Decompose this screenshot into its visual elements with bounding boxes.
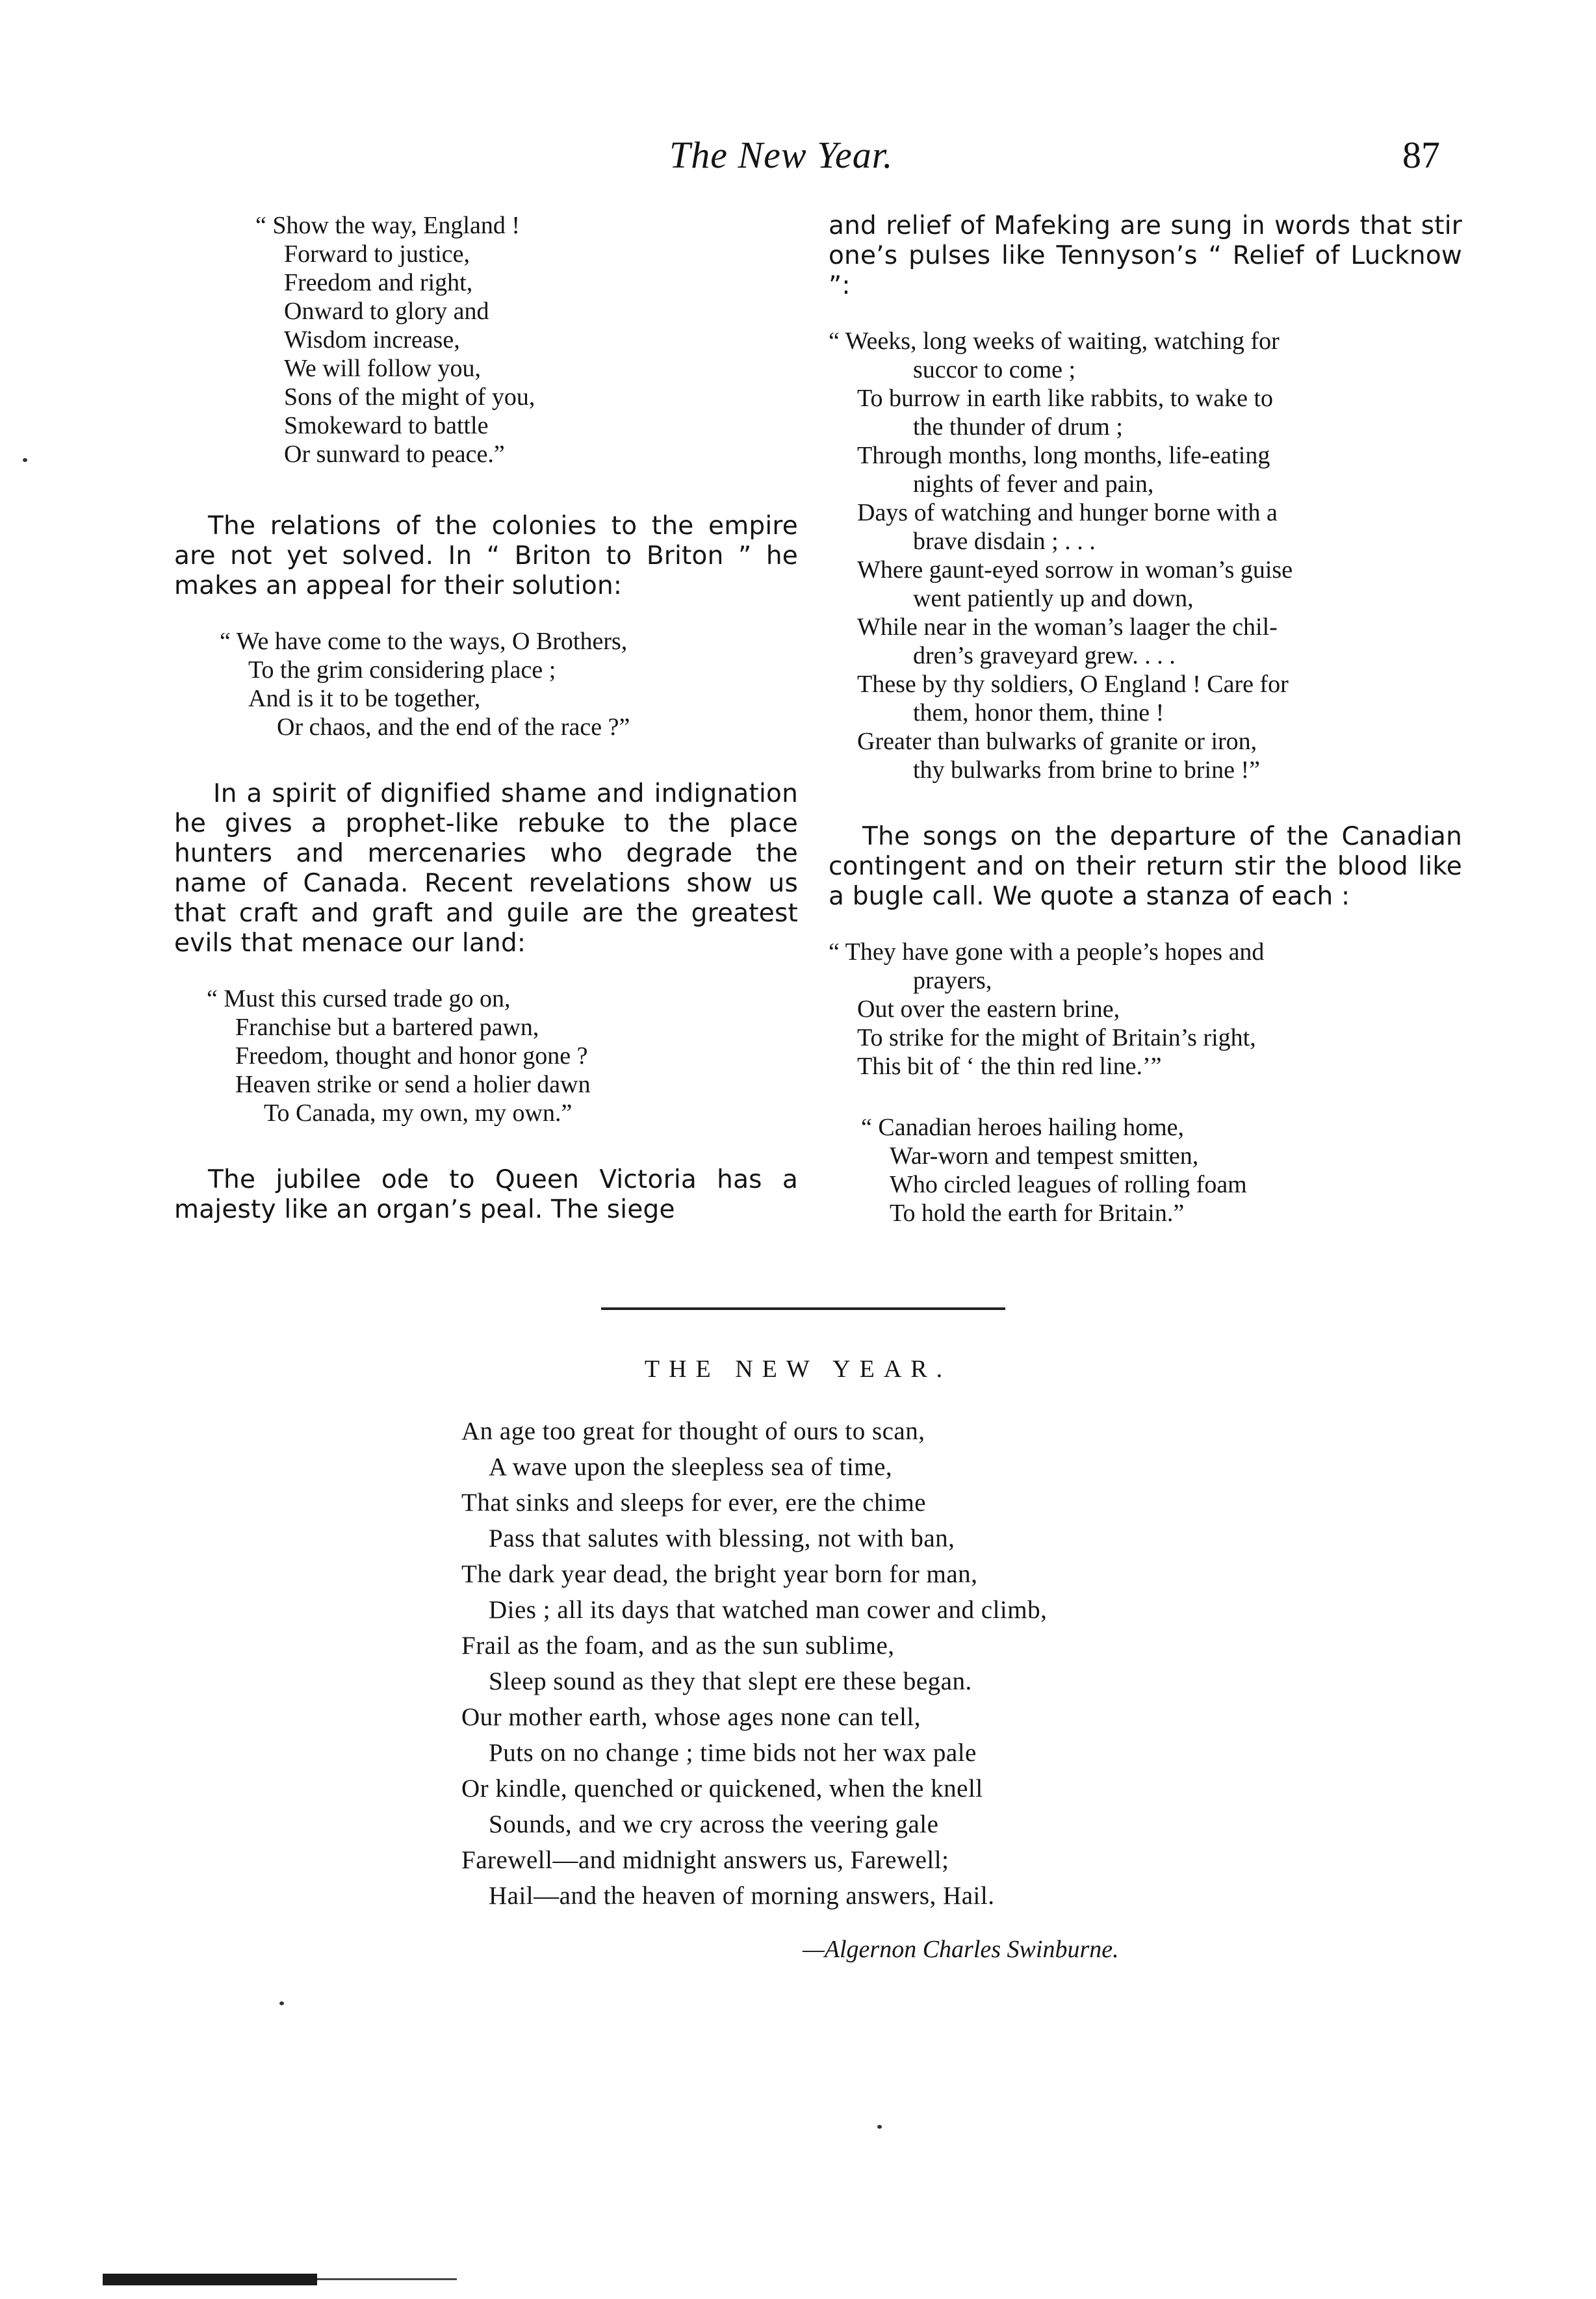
left-column bbox=[174, 211, 798, 1225]
poem-line: Farewell—and midnight answers us, Farewell; bbox=[461, 1846, 949, 1874]
verse-line: To hold the earth for Britain.” bbox=[890, 1200, 1185, 1227]
verse-mafeking bbox=[829, 327, 1462, 784]
poem-line: Frail as the foam, and as the sun sublime, bbox=[461, 1632, 895, 1660]
paragraph-colonies: The relations of the colonies to the empire are not yet solved. In “ Briton to Briton ” he makes an appeal for their solution: bbox=[174, 511, 798, 600]
verse-line: While near in the woman’s laager the chil- bbox=[857, 613, 1278, 641]
poem-line: Sounds, and we cry across the veering gale bbox=[489, 1810, 939, 1838]
page-number: 87 bbox=[1402, 134, 1440, 176]
verse-line: Who circled leagues of rolling foam bbox=[890, 1171, 1247, 1198]
verse-line: To strike for the might of Britain’s right, bbox=[857, 1024, 1256, 1051]
verse-line: Forward to justice, bbox=[284, 240, 470, 268]
verse-line: succor to come ; bbox=[913, 356, 1076, 383]
scan-speck bbox=[279, 2001, 284, 2005]
scan-edge-strip bbox=[103, 2272, 457, 2287]
poem-line: Or kindle, quenched or quickened, when the knell bbox=[461, 1775, 983, 1803]
verse-line: This bit of ‘ the thin red line.’” bbox=[857, 1053, 1162, 1080]
verse-cursed-trade bbox=[174, 984, 798, 1127]
poem-body bbox=[461, 1413, 1241, 1914]
verse-line: We will follow you, bbox=[284, 355, 482, 382]
poem-title: THE NEW YEAR. bbox=[644, 1355, 952, 1383]
verse-line: “ Canadian heroes hailing home, bbox=[861, 1114, 1185, 1141]
verse-line: “ We have come to the ways, O Brothers, bbox=[220, 628, 628, 655]
verse-line: To the grim considering place ; bbox=[248, 656, 556, 684]
verse-line: nights of fever and pain, bbox=[913, 470, 1154, 498]
poem-line: That sinks and sleeps for ever, ere the chime bbox=[461, 1489, 927, 1517]
poem-line: Dies ; all its days that watched man cower and climb, bbox=[489, 1596, 1048, 1624]
verse-return bbox=[829, 1113, 1462, 1227]
poem-line: A wave upon the sleepless sea of time, bbox=[489, 1453, 893, 1481]
verse-show-the-way bbox=[174, 211, 798, 469]
poem-line: Our mother earth, whose ages none can tell, bbox=[461, 1703, 921, 1731]
poem-line: The dark year dead, the bright year born for man, bbox=[461, 1560, 978, 1588]
verse-line: To burrow in earth like rabbits, to wake to bbox=[857, 385, 1274, 412]
verse-line: “ Weeks, long weeks of waiting, watching for bbox=[829, 328, 1280, 355]
verse-line: These by thy soldiers, O England ! Care for bbox=[857, 671, 1289, 698]
poem-line: Pass that salutes with blessing, not with ban, bbox=[489, 1524, 955, 1552]
paragraph-prophet-rebuke: In a spirit of dignified shame and indignation he gives a prophet-like rebuke to the place hunters and mercenaries who degrade the name of Canada. Recent revelations show us that craft and graft and guile are the greatest evils that menace our land: bbox=[174, 779, 798, 958]
paragraph-contingent-songs: The songs on the departure of the Canadian contingent and on their return stir the blood like a bugle call. We quote a stanza of each : bbox=[829, 822, 1462, 911]
verse-line: Where gaunt-eyed sorrow in woman’s guise bbox=[857, 556, 1293, 584]
verse-line: went patiently up and down, bbox=[913, 585, 1194, 612]
right-column bbox=[829, 211, 1462, 1227]
verse-line: Freedom and right, bbox=[284, 269, 473, 296]
poem-line: Puts on no change ; time bids not her wax pale bbox=[489, 1739, 977, 1767]
verse-line: the thunder of drum ; bbox=[913, 413, 1123, 441]
verse-line: To Canada, my own, my own.” bbox=[264, 1099, 573, 1127]
verse-line: brave disdain ; . . . bbox=[913, 528, 1096, 555]
verse-line: Onward to glory and bbox=[284, 298, 489, 325]
verse-line: Days of watching and hunger borne with a bbox=[857, 499, 1278, 526]
verse-line: prayers, bbox=[913, 967, 992, 994]
verse-line: Freedom, thought and honor gone ? bbox=[235, 1042, 588, 1070]
scan-speck bbox=[877, 2125, 882, 2129]
section-divider bbox=[601, 1307, 1005, 1310]
verse-briton-to-briton bbox=[174, 627, 798, 741]
scan-edge-dark bbox=[103, 2274, 317, 2285]
verse-line: Heaven strike or send a holier dawn bbox=[235, 1071, 591, 1098]
paragraph-mafeking: and relief of Mafeking are sung in words that stir one’s pulses like Tennyson’s “ Relief of Lucknow ”: bbox=[829, 211, 1462, 300]
verse-line: War-worn and tempest smitten, bbox=[890, 1142, 1199, 1170]
verse-line: dren’s graveyard grew. . . . bbox=[913, 642, 1176, 669]
page-header bbox=[0, 133, 1596, 185]
scan-edge-line bbox=[317, 2278, 457, 2280]
verse-line: Out over the eastern brine, bbox=[857, 995, 1120, 1023]
verse-line: them, honor them, thine ! bbox=[913, 699, 1165, 726]
poem-line: Hail—and the heaven of morning answers, Hail. bbox=[489, 1882, 995, 1910]
scan-speck bbox=[23, 458, 27, 462]
verse-line: Or sunward to peace.” bbox=[284, 441, 505, 468]
verse-line: Franchise but a bartered pawn, bbox=[235, 1014, 539, 1041]
verse-line: Wisdom increase, bbox=[284, 326, 460, 353]
poem-attribution: —Algernon Charles Swinburne. bbox=[803, 1936, 1119, 1963]
verse-line: Greater than bulwarks of granite or iron, bbox=[857, 728, 1257, 755]
running-title: The New Year. bbox=[669, 134, 894, 176]
verse-line: Or chaos, and the end of the race ?” bbox=[277, 713, 630, 741]
verse-departure bbox=[829, 938, 1462, 1081]
verse-line: Smokeward to battle bbox=[284, 412, 489, 439]
verse-line: “ Must this cursed trade go on, bbox=[207, 985, 511, 1012]
verse-line: thy bulwarks from brine to brine !” bbox=[913, 756, 1260, 784]
verse-line: “ They have gone with a people’s hopes and bbox=[829, 938, 1265, 966]
paragraph-jubilee-ode: The jubilee ode to Queen Victoria has a majesty like an organ’s peal. The siege bbox=[174, 1165, 798, 1224]
poem-line: Sleep sound as they that slept ere these began. bbox=[489, 1667, 972, 1695]
poem-line: An age too great for thought of ours to scan, bbox=[461, 1417, 925, 1445]
verse-line: “ Show the way, England ! bbox=[255, 212, 520, 239]
verse-line: Sons of the might of you, bbox=[284, 383, 535, 411]
verse-line: Through months, long months, life-eating bbox=[857, 442, 1270, 469]
verse-line: And is it to be together, bbox=[248, 685, 481, 712]
